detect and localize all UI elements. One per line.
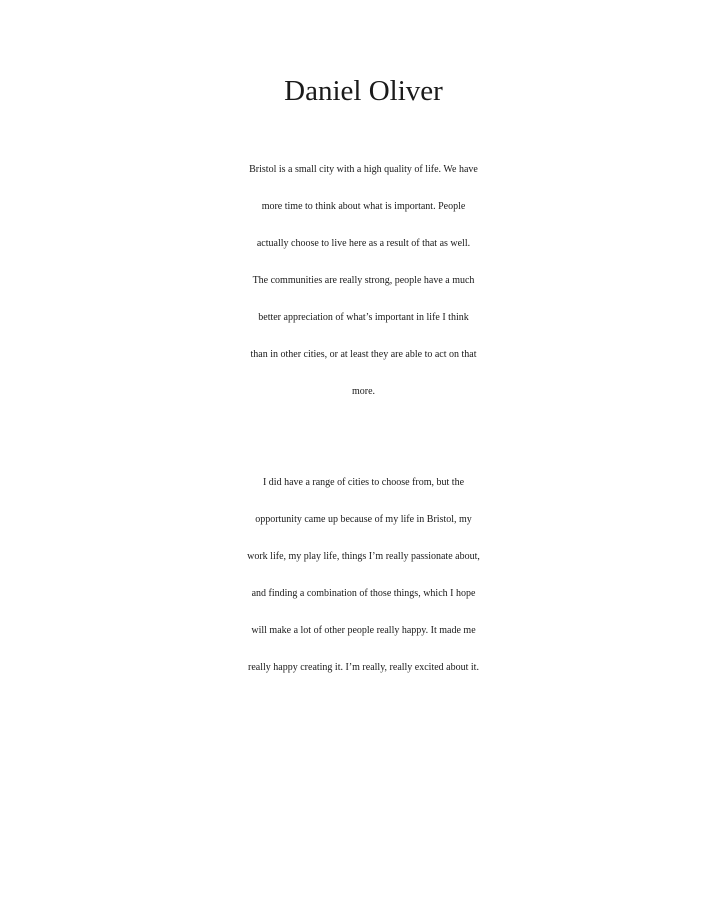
paragraph-1 <box>0 151 727 410</box>
paragraph-line: better appreciation of what’s important in life I think <box>258 312 469 323</box>
paragraph-line: more. <box>351 386 376 397</box>
paragraph-line: will make a lot of other people really happy. It made me <box>251 625 476 636</box>
paragraph-line: than in other cities, or at least they are able to act on that <box>250 349 477 360</box>
paragraph-line: opportunity came up because of my life in Bristol, my <box>255 514 472 525</box>
paragraph-line: Bristol is a small city with a high quality of life. We have <box>249 164 478 175</box>
paragraph-line: more time to think about what is important. People <box>261 201 466 212</box>
paragraph-line: The communities are really strong, people have a much <box>252 275 475 286</box>
paragraph-2 <box>0 464 727 686</box>
paragraph-line: I did have a range of cities to choose from, but the <box>262 477 465 488</box>
paragraph-line: and finding a combination of those things, which I hope <box>251 588 476 599</box>
author-name: Daniel Oliver <box>284 75 443 107</box>
paragraph-line: work life, my play life, things I’m really passionate about, <box>247 551 480 562</box>
paragraph-line: actually choose to live here as a result of that as well. <box>256 238 471 249</box>
paragraph-line: really happy creating it. I’m really, really excited about it. <box>248 662 479 673</box>
